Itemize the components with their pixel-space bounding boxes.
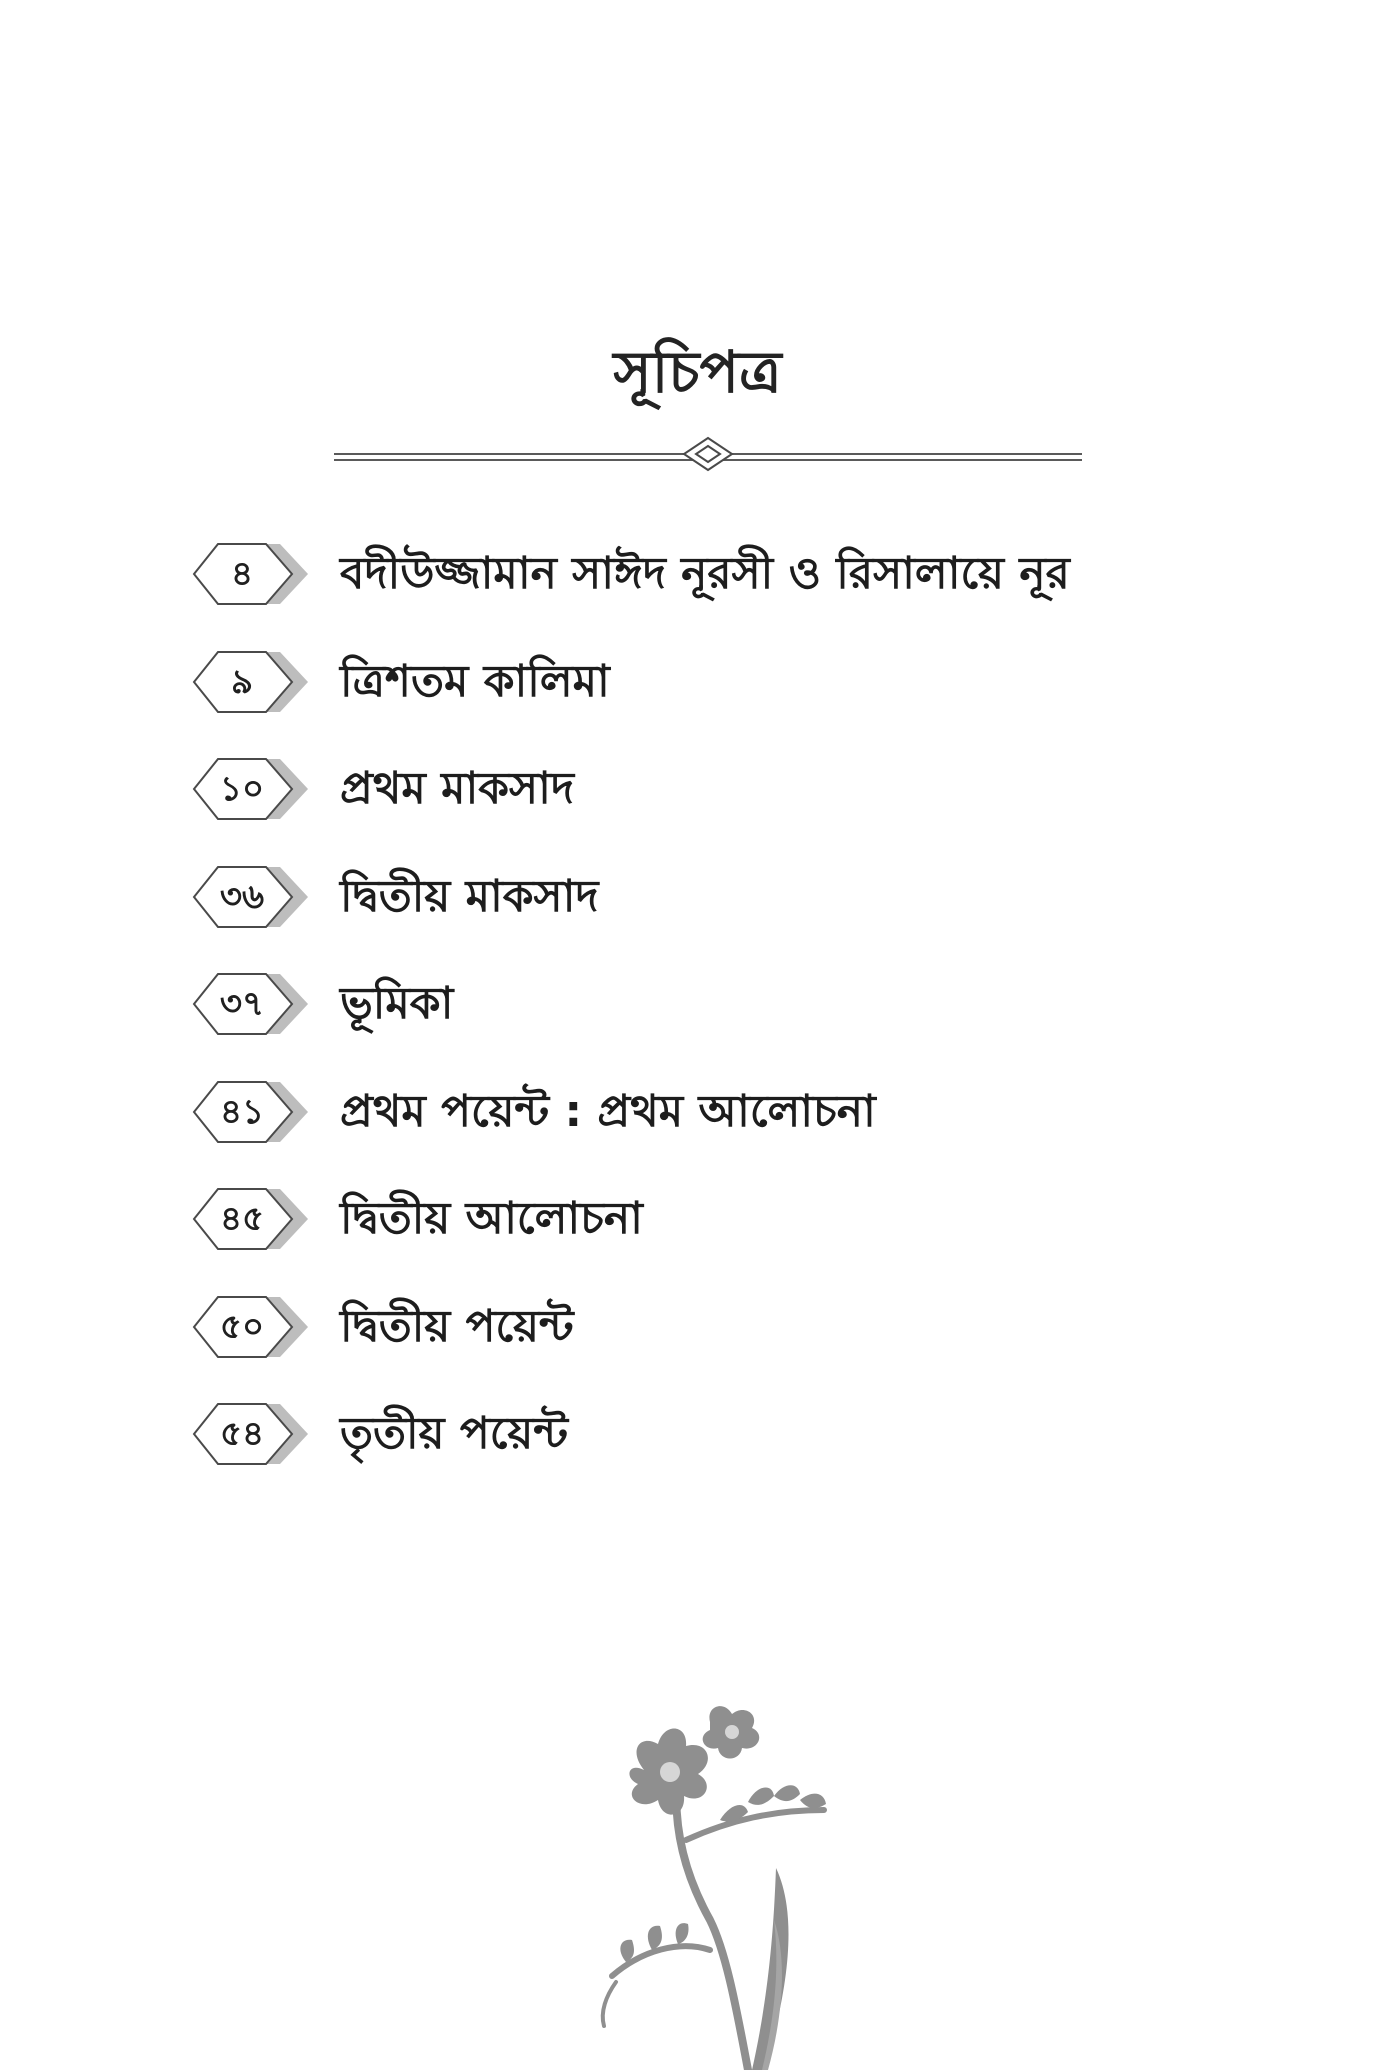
toc-title: দ্বিতীয় মাকসাদ <box>340 870 599 922</box>
toc-title: ত্রিশতম কালিমা <box>340 655 610 707</box>
toc-page-number: ৪১ <box>219 1091 265 1132</box>
toc-page-number: ৫৪ <box>219 1414 265 1454</box>
toc-item[interactable] <box>190 968 1310 1076</box>
page-badge <box>190 1076 320 1148</box>
toc-item[interactable] <box>190 646 1310 754</box>
toc-item[interactable] <box>190 753 1310 861</box>
toc-item[interactable] <box>190 861 1310 969</box>
toc-page-number: ৩৬ <box>219 876 265 917</box>
toc-title: বদীউজ্জামান সাঈদ নূরসী ও রিসালায়ে নূর <box>340 548 1070 599</box>
toc-item[interactable] <box>190 1076 1310 1184</box>
flower-illustration-icon <box>560 1700 860 2070</box>
toc-page-number: ৩৭ <box>219 984 265 1024</box>
toc-item[interactable] <box>190 1183 1310 1291</box>
toc-title: প্রথম পয়েন্ট : প্রথম আলোচনা <box>340 1085 876 1137</box>
toc-title: ভূমিকা <box>340 978 454 1029</box>
page-badge <box>190 968 320 1040</box>
table-of-contents <box>190 538 1310 1506</box>
page-title: সূচিপত্র <box>613 338 782 406</box>
page-badge <box>190 1398 320 1470</box>
page-badge <box>190 1183 320 1255</box>
page-badge <box>190 753 320 825</box>
toc-item[interactable] <box>190 538 1310 646</box>
toc-item[interactable] <box>190 1291 1310 1399</box>
toc-page-number: ৪৫ <box>219 1199 265 1239</box>
toc-page-number: ৪ <box>230 554 254 594</box>
page-badge <box>190 1291 320 1363</box>
toc-item[interactable] <box>190 1398 1310 1506</box>
title-divider <box>334 424 1082 474</box>
toc-title: দ্বিতীয় পয়েন্ট <box>340 1300 574 1352</box>
toc-page-number: ৯ <box>230 661 254 702</box>
toc-title: তৃতীয় পয়েন্ট <box>340 1408 568 1459</box>
toc-page-number: ১০ <box>219 769 265 809</box>
toc-title: দ্বিতীয় আলোচনা <box>340 1193 643 1244</box>
page-badge <box>190 861 320 933</box>
toc-page-number: ৫০ <box>219 1306 265 1347</box>
page-badge <box>190 538 320 610</box>
page-badge <box>190 646 320 718</box>
toc-title: প্রথম মাকসাদ <box>340 763 575 814</box>
